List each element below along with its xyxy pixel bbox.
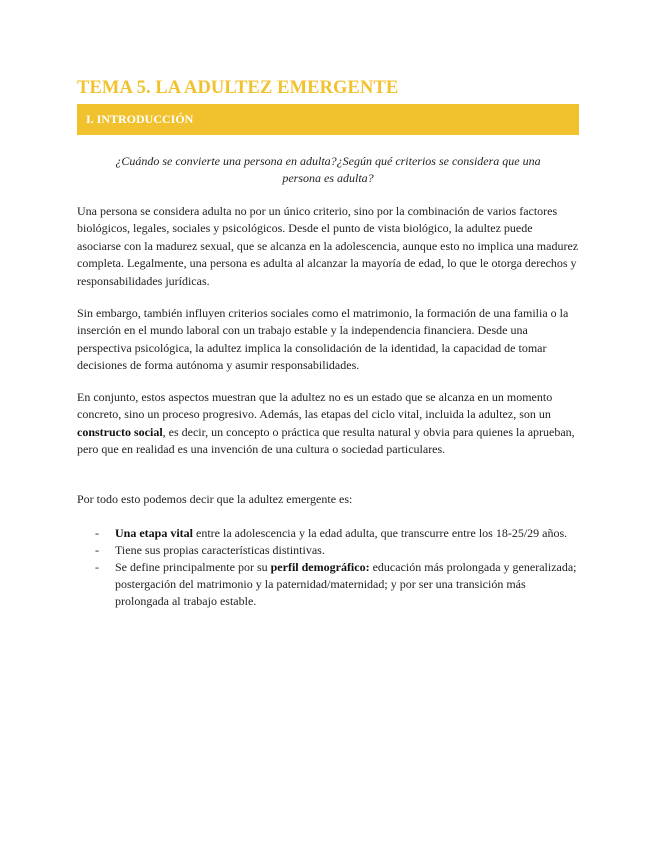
list-item-text: entre la adolescencia y la edad adulta, que transcurre entre los 18-25/29 años. — [193, 526, 568, 540]
list-item-text-before: Se define principalmente por su — [115, 560, 271, 574]
paragraph-4: Por todo esto podemos decir que la adultez emergente es: — [77, 492, 353, 506]
paragraph-2: Sin embargo, también influyen criterios sociales como el matrimonio, la formación de una familia o la inserción en el mundo laboral con un trabajo estable y la independencia financiera. Desde una perspectiva psicológica, la adultez implica la consolidación de la identidad, la capacidad de tomar decisiones de forma autónoma y asumir responsabilidades. — [77, 306, 569, 373]
list-dash: - — [95, 526, 99, 540]
list-item-text: Tiene sus propias características distintivas. — [115, 543, 325, 557]
list-item — [77, 525, 579, 542]
document-title: TEMA 5. LA ADULTEZ EMERGENTE — [77, 78, 399, 98]
section-header-bar — [77, 104, 579, 135]
section-header-label: I. INTRODUCCIÓN — [86, 112, 194, 126]
list-item — [77, 559, 579, 610]
paragraph-3-text-before: En conjunto, estos aspectos muestran que la adultez no es un estado que se alcanza en un momento concreto, sino un proceso progresivo. Además, las etapas del ciclo vital, incluida la adultez, son un — [77, 390, 553, 422]
paragraph-3-bold-term: constructo social — [77, 424, 163, 439]
intro-question: ¿Cuándo se convierte una persona en adulta?¿Según qué criterios se considera que una persona es adulta? — [115, 154, 541, 185]
paragraph-3 — [77, 389, 579, 459]
list-item-bold: Una etapa vital — [115, 526, 193, 540]
list-dash: - — [95, 543, 99, 557]
list-item-bold: perfil demográfico: — [270, 560, 370, 574]
list-item-text: educación más prolongada y generalizada; postergación del matrimonio y la paternidad/maternidad; y por ser una transición más prolongada al trabajo estable. — [115, 560, 577, 608]
paragraph-1: Una persona se considera adulta no por un único criterio, sino por la combinación de varios factores biológicos, legales, sociales y psicológicos. Desde el punto de vista biológico, la adultez puede asociarse con la madurez sexual, que se alcanza en la adolescencia, aunque esto no implica una madurez completa. Legalmente, una persona es adulta al alcanzar la mayoría de edad, lo que le otorga derechos y responsabilidades jurídicas. — [77, 204, 579, 288]
list-dash: - — [95, 560, 99, 574]
list-item — [77, 542, 579, 559]
paragraph-3-text-after: , es decir, un concepto o práctica que resulta natural y obvia para quienes la aprueban, pero que en realidad es una invención de una cultura o sociedad particulares. — [77, 424, 575, 457]
characteristics-list — [77, 525, 579, 610]
